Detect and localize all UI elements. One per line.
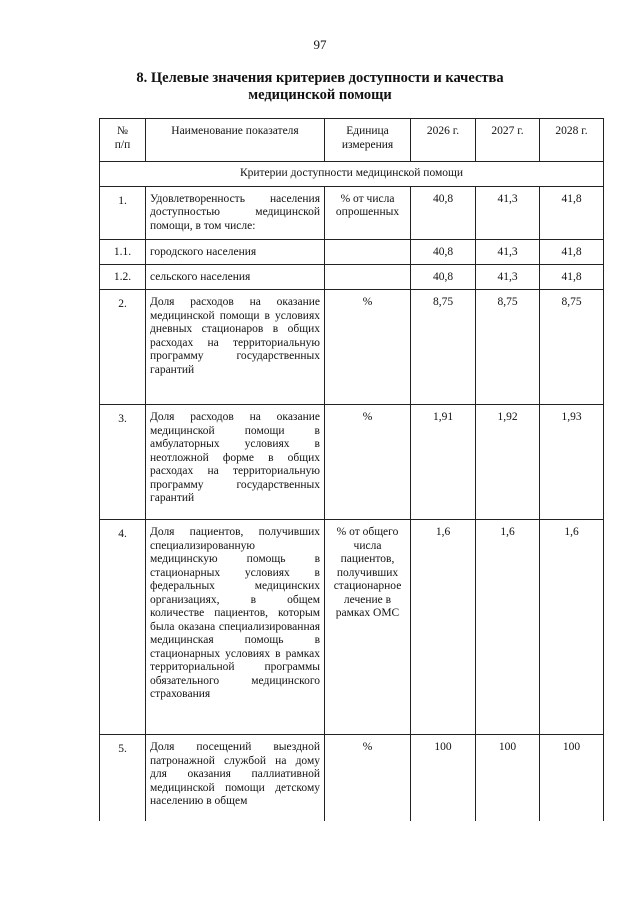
row-num: 2. (100, 290, 146, 405)
header-2026: 2026 г. (411, 119, 476, 162)
table-row (100, 240, 604, 265)
row-name: Доля посещений выездной патронажной службой на дому для оказания паллиативной медицинской помощи детскому населению в общем (146, 735, 325, 821)
table-row (100, 520, 604, 735)
row-unit: % от общего числа пациентов, получивших стационарное лечение в рамках ОМС (325, 520, 411, 735)
criteria-table (99, 118, 604, 821)
header-num: № п/п (100, 119, 146, 162)
table-row (100, 290, 604, 405)
row-value-2026: 40,8 (411, 186, 476, 240)
row-unit (325, 240, 411, 265)
section-title: Критерии доступности медицинской помощи (100, 162, 604, 187)
row-value-2026: 1,6 (411, 520, 476, 735)
header-name: Наименование показателя (146, 119, 325, 162)
row-value-2028: 100 (540, 735, 604, 821)
row-value-2028: 1,6 (540, 520, 604, 735)
heading-line-2: медицинской помощи (248, 87, 392, 103)
row-num: 4. (100, 520, 146, 735)
table-row (100, 735, 604, 821)
row-name: Доля расходов на оказание медицинской помощи в амбулаторных условиях в неотложной форме в общих расходах на территориальную программу государственных гарантий (146, 405, 325, 520)
table-row (100, 405, 604, 520)
heading-line-1: 8. Целевые значения критериев доступности и качества (136, 70, 504, 86)
row-name: городского населения (146, 240, 325, 265)
row-value-2027: 100 (476, 735, 540, 821)
row-value-2028: 41,8 (540, 240, 604, 265)
row-unit: % (325, 290, 411, 405)
row-value-2026: 8,75 (411, 290, 476, 405)
row-value-2027: 1,92 (476, 405, 540, 520)
row-num: 1. (100, 186, 146, 240)
header-unit: Единица измерения (325, 119, 411, 162)
row-value-2027: 41,3 (476, 186, 540, 240)
table-header-row (100, 119, 604, 162)
row-value-2028: 41,8 (540, 265, 604, 290)
section-heading (0, 70, 640, 104)
row-num: 1.1. (100, 240, 146, 265)
row-value-2026: 100 (411, 735, 476, 821)
header-2027: 2027 г. (476, 119, 540, 162)
row-value-2028: 8,75 (540, 290, 604, 405)
row-name: Доля расходов на оказание медицинской помощи в условиях дневных стационаров в общих расходах на территориальную программу государственных гарантий (146, 290, 325, 405)
header-2028: 2028 г. (540, 119, 604, 162)
row-unit: % от числа опрошенных (325, 186, 411, 240)
row-unit (325, 265, 411, 290)
row-value-2027: 1,6 (476, 520, 540, 735)
row-value-2027: 8,75 (476, 290, 540, 405)
table-row (100, 186, 604, 240)
page-number: 97 (313, 37, 327, 52)
row-name: Удовлетворенность населения доступностью медицинской помощи, в том числе: (146, 186, 325, 240)
row-name: Доля пациентов, получивших специализированную медицинскую помощь в стационарных условиях в федеральных медицинских организациях, в общем количестве пациентов, которым была оказана специализированная медицинская помощь в стационарных условиях в рамках территориальной программы обязательного медицинского страхования (146, 520, 325, 735)
row-value-2027: 41,3 (476, 265, 540, 290)
row-value-2028: 41,8 (540, 186, 604, 240)
row-value-2027: 41,3 (476, 240, 540, 265)
row-value-2026: 40,8 (411, 240, 476, 265)
row-value-2028: 1,93 (540, 405, 604, 520)
row-name: сельского населения (146, 265, 325, 290)
row-value-2026: 1,91 (411, 405, 476, 520)
row-num: 1.2. (100, 265, 146, 290)
row-unit: % (325, 735, 411, 821)
section-row (100, 162, 604, 187)
row-num: 3. (100, 405, 146, 520)
table-row (100, 265, 604, 290)
row-num: 5. (100, 735, 146, 821)
row-unit: % (325, 405, 411, 520)
row-value-2026: 40,8 (411, 265, 476, 290)
